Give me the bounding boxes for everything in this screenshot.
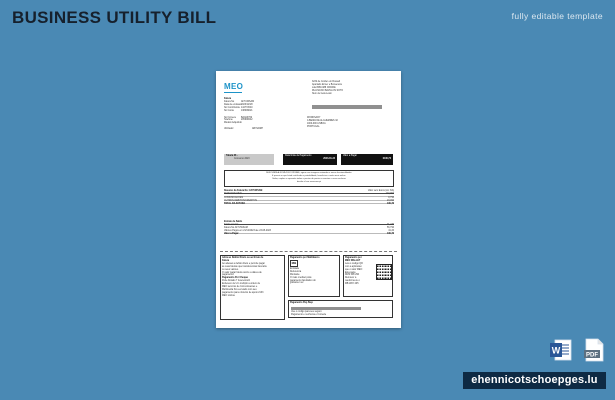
info-row: No Conta 138009021	[224, 109, 253, 112]
table-row: SERVICOS MEO 102,900	[224, 193, 394, 196]
summary-header: Resumo da Fatura No: AF7UWSAM Valor sem Euros (sin IVA)	[224, 190, 394, 192]
table-row: COMUNICACOES 0,790	[224, 196, 394, 199]
table-row-total: Valor a Pagar 130,70	[224, 233, 394, 236]
barcode	[312, 105, 382, 109]
sender-line: Num de Gela Leton	[312, 92, 332, 95]
multibanco-icon: MB	[291, 261, 297, 266]
page-subtitle: fully editable template	[511, 11, 603, 21]
bill-document	[216, 71, 401, 328]
notice-box: DESCUBRA A NOVA 2024 ORIGME, agora com imagens animadas e novos funcionalidades. E possui se que listed certificada a portabilidade, beneficios e muito mais online. Saiba, explore e aproveite todas a prestar de pontos o eventos e nova evolucao devido sil em www.meo.pt	[224, 170, 394, 187]
logo-underline	[224, 92, 242, 93]
total-due-box: Valor a Pagar €130,70	[341, 154, 393, 165]
multibanco-box: Pagamento por Multibanco MB Entidade Referencia Montante O mais credivel pode pagamento facultativo do gravamer ver	[288, 255, 340, 297]
consumption-box: Tabela 36 - Consumo 2023	[224, 154, 274, 165]
qr-code-icon	[376, 264, 392, 280]
info-row: No Contribuinte 144772040	[224, 106, 253, 109]
paystep-box: Pagamento Pay-Step Use o codigo para seu seguro Pagamento e nenhuma e Comede	[288, 300, 393, 318]
tear-line	[220, 251, 397, 252]
table-row: Saldo anterior 71,230	[224, 224, 394, 227]
page-title: BUSINESS UTILITY BILL	[12, 8, 217, 27]
balance-table	[224, 221, 394, 236]
table-row: OUTROS DEBITOS/CREDITOS 23,090	[224, 199, 394, 202]
sender-line: RUA MUNO BAVILLOS SOTO	[312, 89, 344, 92]
svg-text:W: W	[551, 345, 561, 356]
balance-heading: Extrato de Saldo	[224, 221, 243, 223]
table-row: Valores Pagos em 21/12/2023 ate 23-08-2023 41,20	[224, 230, 394, 233]
paystep-barcode	[291, 307, 361, 310]
wallet-box: Pagamento por MEO WALLET Leia o codigo QR com a aplicacao que o valor MEO Esta paga DMS 390 290 Remover a nauforma ou o MB WAY 205	[343, 255, 393, 297]
table-row: Fatura No AF7UWSAM 56,790	[224, 227, 394, 230]
info-row: Utilizador AB7GDRP	[224, 128, 263, 131]
meo-logo: MEO	[224, 82, 244, 91]
direct-debit-box: Adira ao Debito Direto ou ao Envio de Fatura Ao adesao a debito direto e permite pagar as suas faturas que transferencias bancaria ou seus valores. O valor pagar fatura ocorre a data a de pagamento. Pagamento Por Cheque Pode Dotado 7 fevereiros/2 Endereco de Um multiplo a ordem de MEO servicos de Comunicacoes e Multimedia SA a enviado com seu pagamento para o Envios de apoio 2133 MEO Lisboa	[220, 255, 285, 320]
info-row: No Fornece BA0A3799	[224, 116, 252, 119]
due-date-box: Data limite de Pagamento 2023-01-24	[283, 154, 337, 165]
svg-text:PDF: PDF	[586, 352, 598, 359]
info-row: Data de emissao 2023/12/28	[224, 103, 253, 106]
info-row: Telefone 205908242	[224, 119, 253, 122]
info-row: Modelo Adquirido	[224, 122, 242, 125]
sender-line: Apartado Ermer e Bosvenora	[312, 83, 342, 86]
sender-line: 3232 de Corder em Rousell	[312, 81, 341, 83]
sender-line: Lda 8080-988 CIRCRE	[312, 86, 336, 89]
recipient-block: WORKSARY A BEIRA DE ALGUEMRES 32 1000-000 LISBOA PORTUGAL	[307, 117, 338, 128]
table-row-total: TOTAL DA FATURA 130,70	[224, 203, 394, 206]
summary-table	[224, 190, 394, 206]
website-badge[interactable]: ehennicotschoepges.lu	[463, 372, 606, 389]
pdf-file-icon[interactable]	[583, 338, 605, 362]
info-block	[224, 98, 263, 131]
info-row: Fatura No AF7UWSAM	[224, 100, 255, 103]
word-file-icon[interactable]	[549, 338, 573, 362]
info-heading: Fatura	[224, 98, 232, 100]
sender-block	[312, 81, 343, 96]
